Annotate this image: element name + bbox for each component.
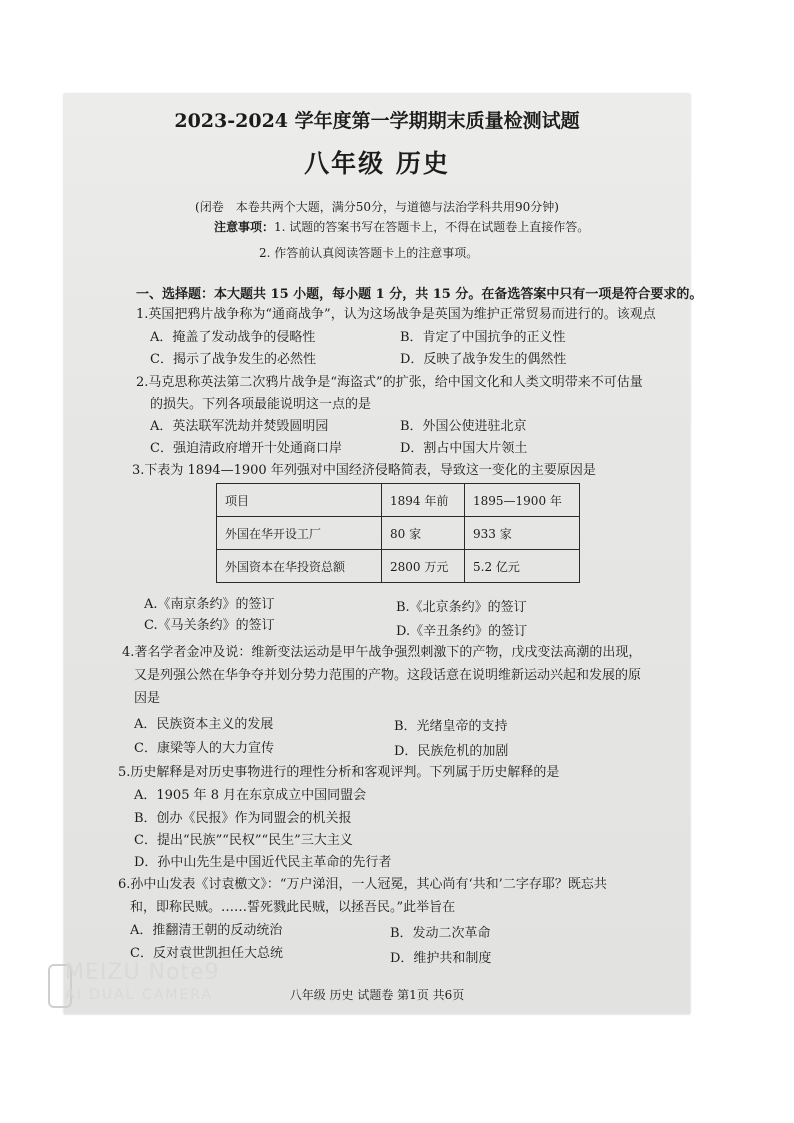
exam-title: 2023-2024 学年度第一学期期末质量检测试题 — [174, 110, 580, 132]
subject-title: 八年级 历史 — [304, 149, 450, 178]
section-heading: 一、选择题：本大题共 15 小题，每小题 1 分，共 15 分。在备选答案中只有一项是符合要求的。 — [136, 287, 703, 302]
table-row — [217, 517, 580, 550]
q4-option-d: D．民族危机的加剧 — [394, 744, 509, 759]
table-cell: 2800 万元 — [382, 550, 465, 583]
q4-stem-line-3: 因是 — [134, 691, 161, 706]
exam-paper — [64, 94, 703, 1014]
q6-option-d: D．维护共和制度 — [390, 951, 492, 966]
table-cell: 933 家 — [465, 517, 580, 550]
watermark-line-1: MEIZU Note9 — [65, 960, 220, 985]
economic-aggression-table — [216, 483, 580, 583]
q3-option-b: B.《北京条约》的签订 — [396, 600, 527, 615]
q1-option-b: B．肯定了中国抗争的正义性 — [400, 330, 566, 345]
table-row — [217, 550, 580, 583]
notice-text-1: 1. 试题的答案书写在答题卡上，不得在试题卷上直接作答。 — [274, 220, 590, 234]
q1-option-d: D．反映了战争发生的偶然性 — [400, 352, 567, 367]
q3-option-d: D.《辛丑条约》的签订 — [396, 624, 528, 639]
q5-option-d: D．孙中山先生是中国近代民主革命的先行者 — [134, 855, 392, 870]
q4-option-a: A．民族资本主义的发展 — [134, 717, 274, 732]
notice-line-1 — [214, 218, 589, 236]
page-footer: 八年级 历史 试题卷 第1页 共6页 — [289, 988, 465, 1002]
q2-option-a: A．英法联军洗劫并焚毁圆明园 — [150, 419, 329, 434]
q6-stem-line-1: 6.孙中山发表《讨袁檄文》：“万户涕泪，一人冠冕，其心尚有‘共和’二字存耶？既忘共 — [118, 877, 607, 892]
q6-option-b: B．发动二次革命 — [390, 926, 491, 941]
q3-option-c: C.《马关条约》的签订 — [144, 618, 275, 633]
q1-stem: 1.英国把鸦片战争称为“通商战争”，认为这场战争是英国为维护正常贸易而进行的。该观点 — [136, 307, 656, 322]
q6-option-c: C．反对袁世凯担任大总统 — [130, 946, 283, 961]
q6-option-a: A．推翻清王朝的反动统治 — [130, 923, 283, 938]
q4-stem-line-2: 又是列强公然在华争夺并划分势力范围的产物。这段话意在说明维新运动兴起和发展的原 — [134, 668, 642, 683]
camera-watermark — [65, 960, 220, 1004]
q3-option-a: A.《南京条约》的签订 — [144, 597, 275, 612]
q5-option-c: C．提出“民族”“民权”“民生”三大主义 — [134, 833, 353, 848]
table-cell: 5.2 亿元 — [465, 550, 580, 583]
q4-option-c: C．康梁等人的大力宣传 — [134, 741, 274, 756]
table-cell: 80 家 — [382, 517, 465, 550]
q2-stem-line-2: 的损失。下列各项最能说明这一点的是 — [150, 397, 372, 412]
table-header-row — [217, 484, 580, 517]
notice-line-2: 2. 作答前认真阅读答题卡上的注意事项。 — [259, 246, 479, 260]
table-cell: 外国在华开设工厂 — [217, 517, 382, 550]
table-header-cell: 项目 — [217, 484, 382, 517]
exam-note: (闭卷 本卷共两个大题，满分50分，与道德与法治学科共用90分钟) — [195, 200, 559, 214]
q2-option-c: C．强迫清政府增开十处通商口岸 — [150, 441, 342, 456]
q5-option-b: B．创办《民报》作为同盟会的机关报 — [134, 811, 352, 826]
q4-stem-line-1: 4.著名学者金冲及说：维新变法运动是甲午战争强烈刺激下的产物，戊戌变法高潮的出现， — [122, 645, 642, 660]
watermark-line-2: AI DUAL CAMERA — [65, 987, 214, 1003]
table-header-cell: 1895—1900 年 — [465, 484, 580, 517]
table-header-cell: 1894 年前 — [382, 484, 465, 517]
q4-option-b: B．光绪皇帝的支持 — [394, 719, 508, 734]
notice-label: 注意事项： — [214, 220, 275, 234]
q2-stem-line-1: 2.马克思称英法第二次鸦片战争是“海盗式”的扩张，给中国文化和人类文明带来不可估量 — [136, 375, 643, 390]
q3-stem: 3.下表为 1894—1900 年列强对中国经济侵略简表，导致这一变化的主要原因是 — [132, 463, 596, 478]
q2-option-d: D．割占中国大片领土 — [400, 441, 528, 456]
q5-option-a: A．1905 年 8 月在东京成立中国同盟会 — [134, 788, 367, 803]
table-cell: 外国资本在华投资总额 — [217, 550, 382, 583]
q1-option-a: A．掩盖了发动战争的侵略性 — [150, 330, 316, 345]
q2-option-b: B．外国公使进驻北京 — [400, 419, 527, 434]
q1-option-c: C．揭示了战争发生的必然性 — [150, 352, 316, 367]
q6-stem-line-2: 和，即称民贼。……誓死戮此民贼，以拯吾民。”此举旨在 — [130, 900, 456, 915]
q5-stem: 5.历史解释是对历史事物进行的理性分析和客观评判。下列属于历史解释的是 — [118, 765, 560, 780]
